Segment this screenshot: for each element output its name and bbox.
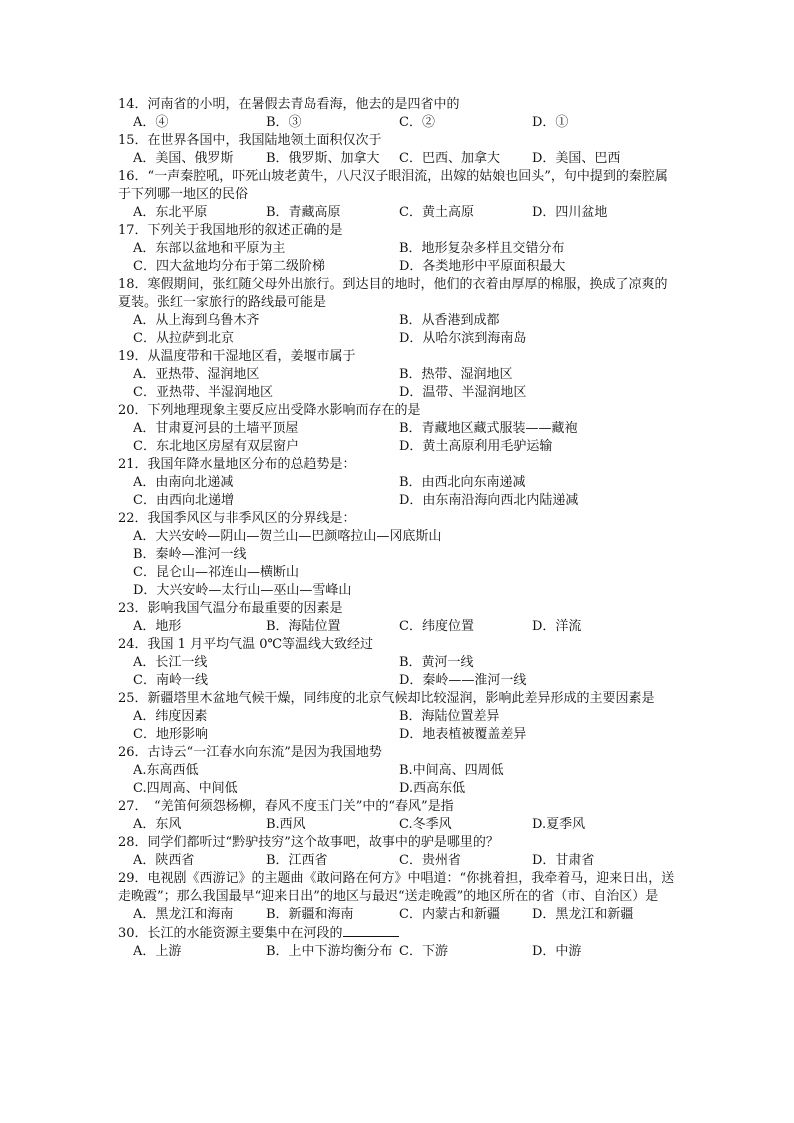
option-C: C．纬度位置 [399,619,474,634]
option-A: A．甘肃夏河县的土墙平顶屋 [133,421,299,436]
option-A: A．长江一线 [133,655,208,670]
option-A: A．黑龙江和海南 [133,907,234,922]
question-25 [118,690,678,744]
question-23 [118,600,678,636]
question-stem [118,798,678,816]
option-D: D．美国、巴西 [532,151,621,166]
question-list [118,96,678,961]
option-B: B．从香港到成都 [399,313,500,328]
question-stem [118,636,678,654]
question-stem [118,168,678,204]
question-stem-text: 28．同学们都听过“黔驴技穷”这个故事吧，故事中的驴是哪里的？ [118,835,499,850]
option-B: B．热带、湿润地区 [399,367,513,382]
option-C: C．下游 [399,944,448,959]
option-A: A．④ [133,115,169,130]
option-A: A．陕西省 [133,853,195,868]
option-A: A．大兴安岭—阴山—贺兰山—巴颜喀拉山—冈底斯山 [133,529,442,544]
option-A: A．美国、俄罗斯 [133,151,234,166]
option-A: A．从上海到乌鲁木齐 [133,313,260,328]
option-list [118,150,678,168]
question-22 [118,510,678,600]
option-D: D．从哈尔滨到海南岛 [399,331,527,346]
option-B: B．海陆位置 [266,619,341,634]
option-D: D．① [532,115,569,130]
option-D: D．温带、半湿润地区 [399,385,527,400]
question-stem [118,870,678,906]
option-C: C．② [399,115,435,130]
option-C: C．四大盆地均分布于第二级阶梯 [133,259,325,274]
question-stem-text: 30．长江的水能资源主要集中在河段的 [118,926,343,941]
option-C: C．贵州省 [399,853,461,868]
question-stem [118,348,678,366]
option-C: C.冬季风 [399,817,452,832]
question-28 [118,834,678,870]
option-D: D．秦岭——淮河一线 [399,673,527,688]
option-D: D．甘肃省 [532,853,595,868]
question-30 [118,924,678,961]
option-C: C．从拉萨到北京 [133,331,234,346]
question-16 [118,168,678,222]
option-B: B．地形复杂多样且交错分布 [399,241,565,256]
option-D: D．各类地形中平原面积最大 [399,259,566,274]
option-list [118,528,678,600]
option-B: B．江西省 [266,853,328,868]
option-list [118,762,678,798]
option-C: C．地形影响 [133,727,208,742]
question-29 [118,870,678,924]
question-stem [118,132,678,150]
question-18 [118,276,678,348]
question-stem [118,924,678,943]
question-17 [118,222,678,276]
option-C: C．由西向北递增 [133,493,234,508]
option-C: C．黄土高原 [399,205,474,220]
question-stem [118,96,678,114]
option-D: D.西高东低 [399,781,466,796]
option-list [118,943,678,961]
question-stem-text: 21．我国年降水量地区分布的总趋势是： [118,457,356,472]
option-list [118,816,678,834]
question-stem-text: 24．我国 1 月平均气温 0℃等温线大致经过 [118,637,374,652]
option-D: D．由东南沿海向西北内陆递减 [399,493,579,508]
option-A: A．东北平原 [133,205,208,220]
option-B: B.中间高、四周低 [399,763,504,778]
option-B: B．海陆位置差异 [399,709,500,724]
option-list [118,618,678,636]
question-stem-text: 20．下列地理现象主要反应出受降水影响而存在的是 [118,403,421,418]
option-B: B．秦岭—淮河一线 [133,547,247,562]
option-list [118,852,678,870]
option-list [118,654,678,690]
option-D: D．洋流 [532,619,582,634]
question-27 [118,798,678,834]
option-D: D.夏季风 [532,817,586,832]
answer-blank [343,924,399,937]
question-19 [118,348,678,402]
option-B: B．新疆和海南 [266,907,354,922]
question-stem [118,402,678,420]
option-list [118,474,678,510]
option-C: C．昆仑山—祁连山—横断山 [133,565,299,580]
question-21 [118,456,678,510]
question-stem [118,222,678,240]
question-stem-text: 29．电视剧《西游记》的主题曲《敢问路在何方》中唱道：“你挑着担，我牵着马，迎来日出，送走晚霞”；那么我国最早“迎来日出”的地区与最迟“送走晚霞”的地区所在的省（市、自治区）是 [118,871,675,904]
option-list [118,240,678,276]
option-A: A．亚热带、湿润地区 [133,367,260,382]
question-stem-text: 14．河南省的小明，在暑假去青岛看海，他去的是四省中的 [118,97,460,112]
option-B: B．由西北向东南递减 [399,475,526,490]
question-stem [118,744,678,762]
option-C: C．巴西、加拿大 [399,151,500,166]
option-C: C．亚热带、半湿润地区 [133,385,273,400]
option-A: A．纬度因素 [133,709,208,724]
question-15 [118,132,678,168]
question-stem [118,690,678,708]
option-C: C．南岭一线 [133,673,208,688]
option-A: A.东高西低 [133,763,199,778]
option-C: C．东北地区房屋有双层窗户 [133,439,299,454]
option-B: B．③ [266,115,302,130]
option-B: B．俄罗斯、加拿大 [266,151,380,166]
option-B: B．青藏地区藏式服装——藏袍 [399,421,578,436]
option-C: C.四周高、中间低 [133,781,238,796]
question-stem [118,600,678,618]
question-stem-text: 18．寒假期间，张红随父母外出旅行。到达目的地时，他们的衣着由厚厚的棉服，换成了凉爽的夏装。张红一家旅行的路线最可能是 [118,277,668,310]
question-stem-text: 27． “羌笛何须怨杨柳，春风不度玉门关”中的“春风”是指 [118,799,454,814]
question-14 [118,96,678,132]
question-stem-text: 15．在世界各国中，我国陆地领土面积仅次于 [118,133,382,148]
option-B: B．上中下游均衡分布 [266,944,393,959]
option-D: D．四川盆地 [532,205,608,220]
option-A: A．东风 [133,817,182,832]
option-A: A．上游 [133,944,182,959]
option-A: A．地形 [133,619,182,634]
option-list [118,204,678,222]
option-list [118,366,678,402]
option-list [118,312,678,348]
question-stem-text: 22．我国季风区与非季风区的分界线是： [118,511,356,526]
option-list [118,420,678,456]
option-D: D．黑龙江和新疆 [532,907,634,922]
question-stem-text: 17．下列关于我国地形的叙述正确的是 [118,223,343,238]
question-stem [118,456,678,474]
option-list [118,708,678,744]
question-stem-text: 25．新疆塔里木盆地气候干燥，同纬度的北京气候却比较湿润，影响此差异形成的主要因素是 [118,691,655,706]
option-A: A．由南向北递减 [133,475,234,490]
question-26 [118,744,678,798]
question-stem [118,834,678,852]
question-20 [118,402,678,456]
question-24 [118,636,678,690]
question-stem [118,510,678,528]
question-stem [118,276,678,312]
option-D: D．地表植被覆盖差异 [399,727,527,742]
option-D: D．大兴安岭—太行山—巫山—雪峰山 [133,583,352,598]
option-B: B．黄河一线 [399,655,474,670]
question-stem-text: 26．古诗云“一江春水向东流”是因为我国地势 [118,745,382,760]
option-D: D．中游 [532,944,582,959]
option-B: B．青藏高原 [266,205,341,220]
question-stem-text: 19．从温度带和干湿地区看，姜堰市属于 [118,349,356,364]
option-list [118,114,678,132]
option-B: B.西风 [266,817,306,832]
question-stem-text: 23．影响我国气温分布最重要的因素是 [118,601,343,616]
option-A: A．东部以盆地和平原为主 [133,241,286,256]
option-D: D．黄土高原利用毛驴运输 [399,439,553,454]
option-C: C．内蒙古和新疆 [399,907,500,922]
question-stem-text: 16．“一声秦腔吼，吓死山坡老黄牛，八尺汉子眼泪流，出嫁的姑娘也回头”，句中提到的秦腔属于下列哪一地区的民俗 [118,169,668,202]
option-list [118,906,678,924]
